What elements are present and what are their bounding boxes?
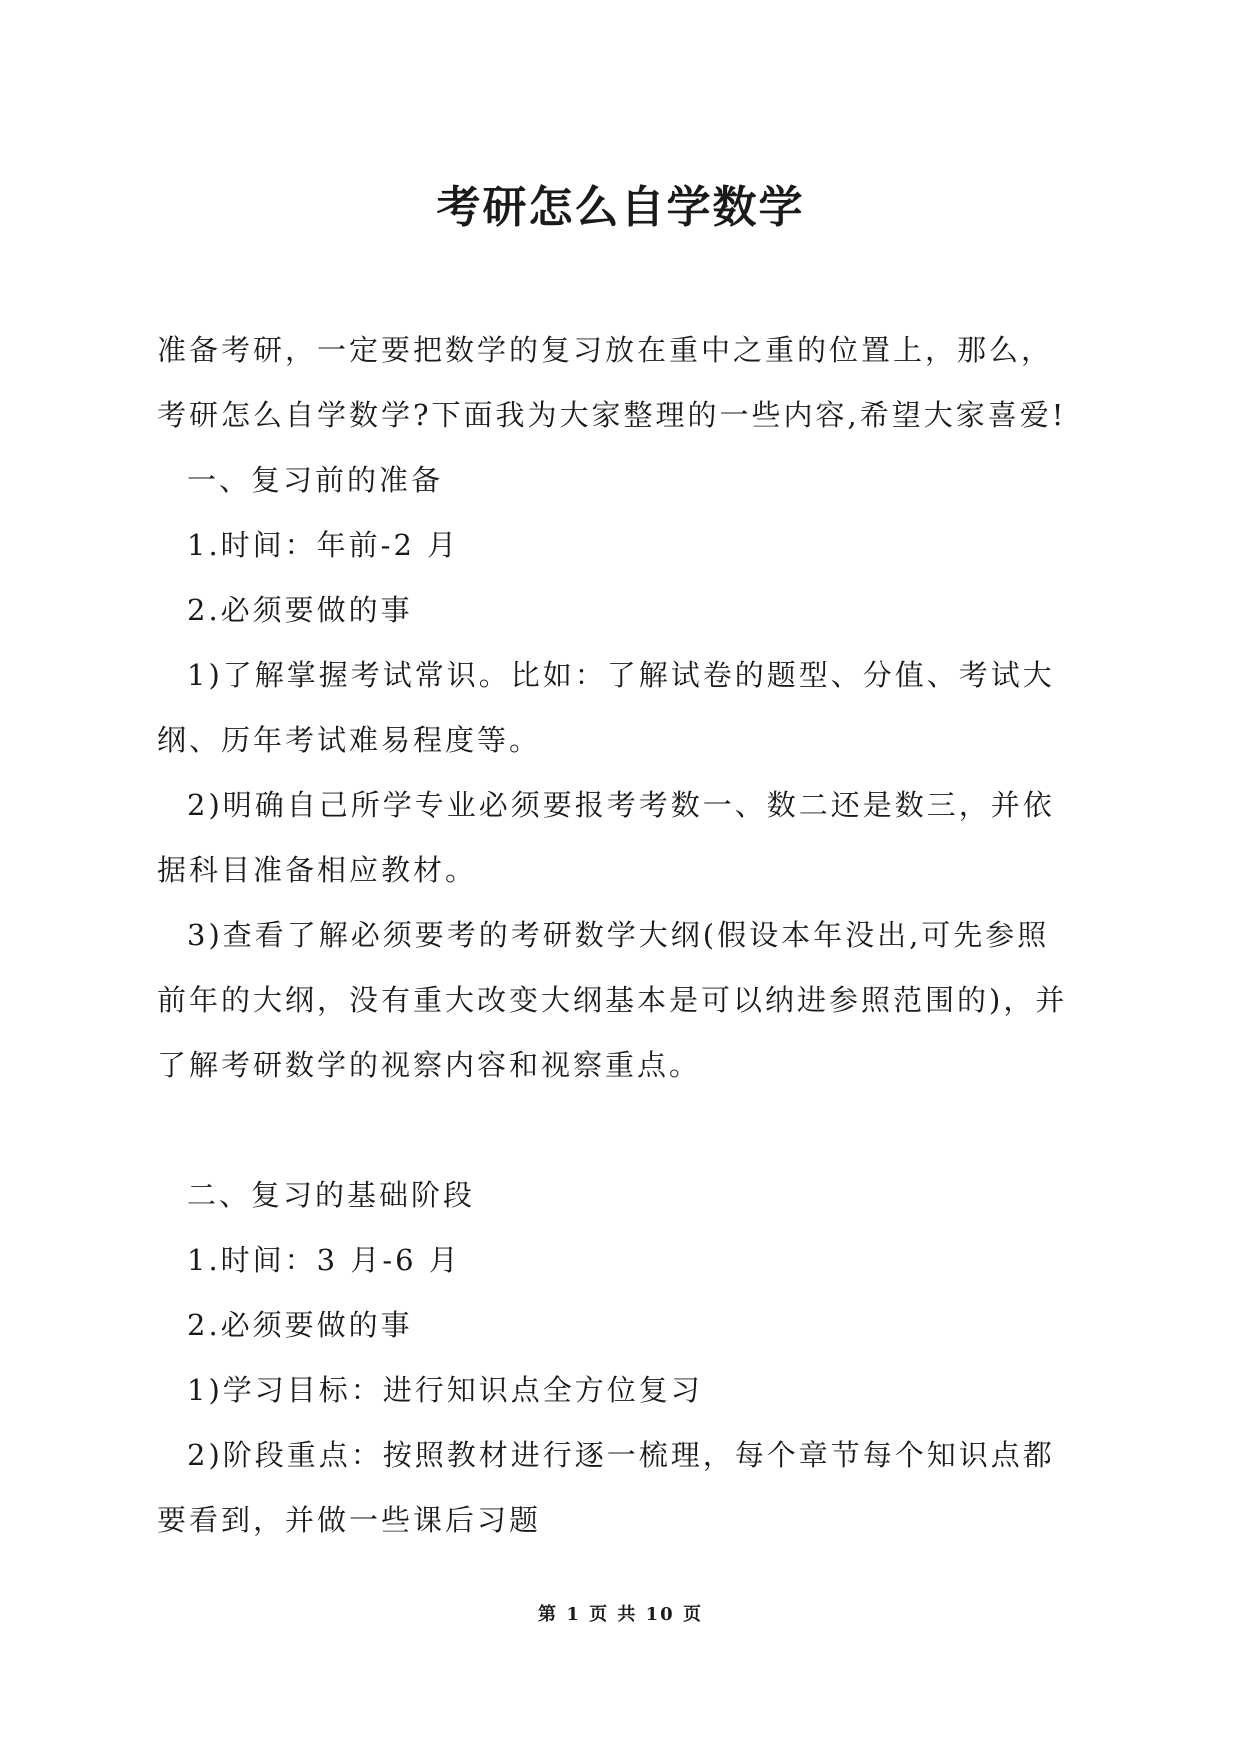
paragraph-line: 前年的大纲，没有重大改变大纲基本是可以纳进参照范围的)，并 <box>157 983 1068 1017</box>
section-heading: 二、复习的基础阶段 <box>187 1178 476 1212</box>
document-body <box>157 318 1087 1553</box>
section-spacer <box>157 1098 1087 1163</box>
document-title: 考研怎么自学数学 <box>436 182 805 233</box>
paragraph-line: 准备考研，一定要把数学的复习放在重中之重的位置上，那么， <box>157 333 1054 367</box>
list-item: 2)明确自己所学专业必须要报考考数一、数二还是数三，并依 <box>187 788 1055 822</box>
page-number-footer: 第 1 页 共 10 页 <box>538 1604 703 1625</box>
list-item: 2.必须要做的事 <box>187 1308 413 1342</box>
paragraph-line: 纲、历年考试难易程度等。 <box>157 723 542 757</box>
list-item: 3)查看了解必须要考的考研数学大纲(假设本年没出,可先参照 <box>187 918 1050 952</box>
list-item: 2.必须要做的事 <box>187 593 413 627</box>
list-item: 1)学习目标：进行知识点全方位复习 <box>187 1373 703 1407</box>
list-item: 1)了解掌握考试常识。比如：了解试卷的题型、分值、考试大 <box>187 658 1055 692</box>
list-item: 1.时间：3 月-6 月 <box>187 1243 461 1277</box>
paragraph-line: 据科目准备相应教材。 <box>157 853 478 887</box>
paragraph-line: 考研怎么自学数学?下面我为大家整理的一些内容,希望大家喜爱! <box>157 398 1067 432</box>
section-heading: 一、复习前的准备 <box>187 463 444 497</box>
list-item: 2)阶段重点：按照教材进行逐一梳理，每个章节每个知识点都 <box>187 1438 1055 1472</box>
paragraph-line: 了解考研数学的视察内容和视察重点。 <box>157 1048 702 1082</box>
paragraph-line: 要看到，并做一些课后习题 <box>157 1503 542 1537</box>
list-item: 1.时间：年前-2 月 <box>187 528 460 562</box>
